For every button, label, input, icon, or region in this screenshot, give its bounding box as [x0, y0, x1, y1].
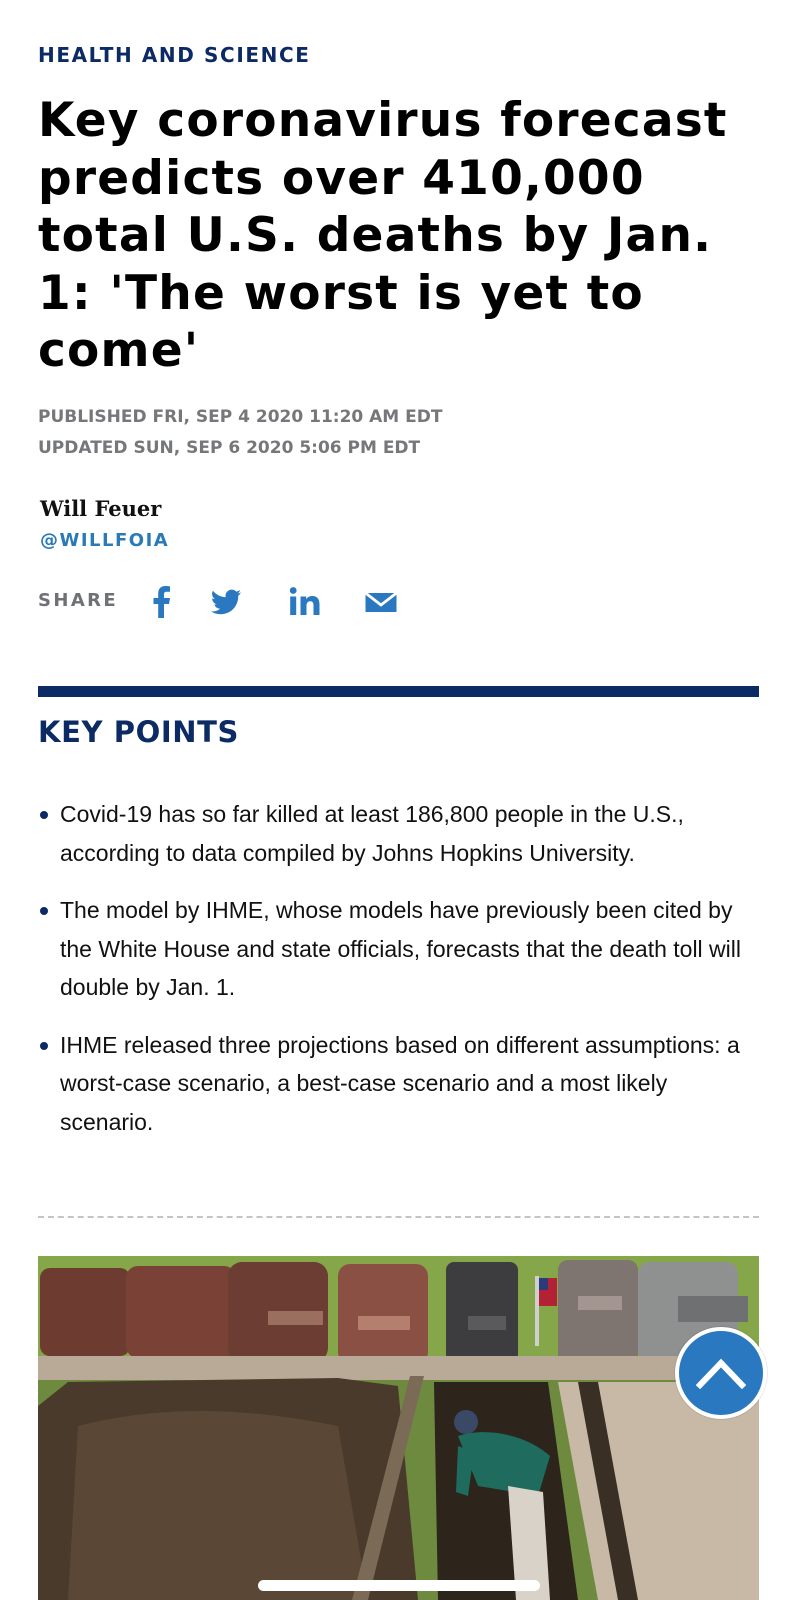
- bullet-dot: [40, 1042, 48, 1050]
- share-twitter-button[interactable]: [208, 580, 244, 624]
- section-kicker[interactable]: HEALTH AND SCIENCE: [38, 43, 311, 67]
- scroll-to-top-button[interactable]: [675, 1327, 767, 1419]
- twitter-icon: [208, 580, 244, 624]
- author-name[interactable]: Will Feuer: [40, 496, 162, 521]
- share-label: SHARE: [38, 590, 119, 611]
- key-points-title: KEY POINTS: [38, 715, 240, 749]
- cemetery-photo-illustration: [38, 1256, 759, 1600]
- article-dates: [38, 402, 442, 464]
- article-headline: Key coronavirus forecast predicts over 410,000 total U.S. deaths by Jan. 1: 'The worst is yet to come': [38, 93, 728, 378]
- home-indicator[interactable]: [258, 1580, 540, 1591]
- bullet-dot: [40, 907, 48, 915]
- key-points-top-rule: [38, 686, 759, 697]
- key-point-text: The model by IHME, whose models have previously been cited by the White House and state officials, forecasts that the death toll will double by Jan. 1.: [60, 897, 741, 1000]
- email-icon: [364, 580, 398, 624]
- bullet-dot: [40, 811, 48, 819]
- article-photo[interactable]: [38, 1256, 759, 1600]
- share-email-button[interactable]: [364, 580, 398, 624]
- key-point-text: IHME released three projections based on different assumptions: a worst-case scenario, a best-case scenario and a most likely scenario.: [60, 1031, 740, 1135]
- key-point-item: [38, 795, 759, 872]
- key-points-divider: [38, 1216, 759, 1218]
- key-point-text: Covid-19 has so far killed at least 186,800 people in the U.S., according to data compiled by Johns Hopkins University.: [60, 801, 684, 866]
- share-bar: [38, 580, 538, 624]
- key-point-item: [38, 891, 759, 1007]
- linkedin-icon: [288, 580, 322, 624]
- key-points-list: [38, 795, 759, 1160]
- author-twitter-handle[interactable]: @WILLFOIA: [40, 530, 170, 551]
- facebook-icon: [148, 580, 176, 624]
- published-date: PUBLISHED FRI, SEP 4 2020 11:20 AM EDT: [38, 407, 443, 427]
- share-linkedin-button[interactable]: [288, 580, 322, 624]
- share-facebook-button[interactable]: [148, 580, 176, 624]
- updated-date: UPDATED SUN, SEP 6 2020 5:06 PM EDT: [38, 438, 421, 458]
- key-point-item: [38, 1026, 759, 1142]
- chevron-up-icon: [696, 1357, 746, 1389]
